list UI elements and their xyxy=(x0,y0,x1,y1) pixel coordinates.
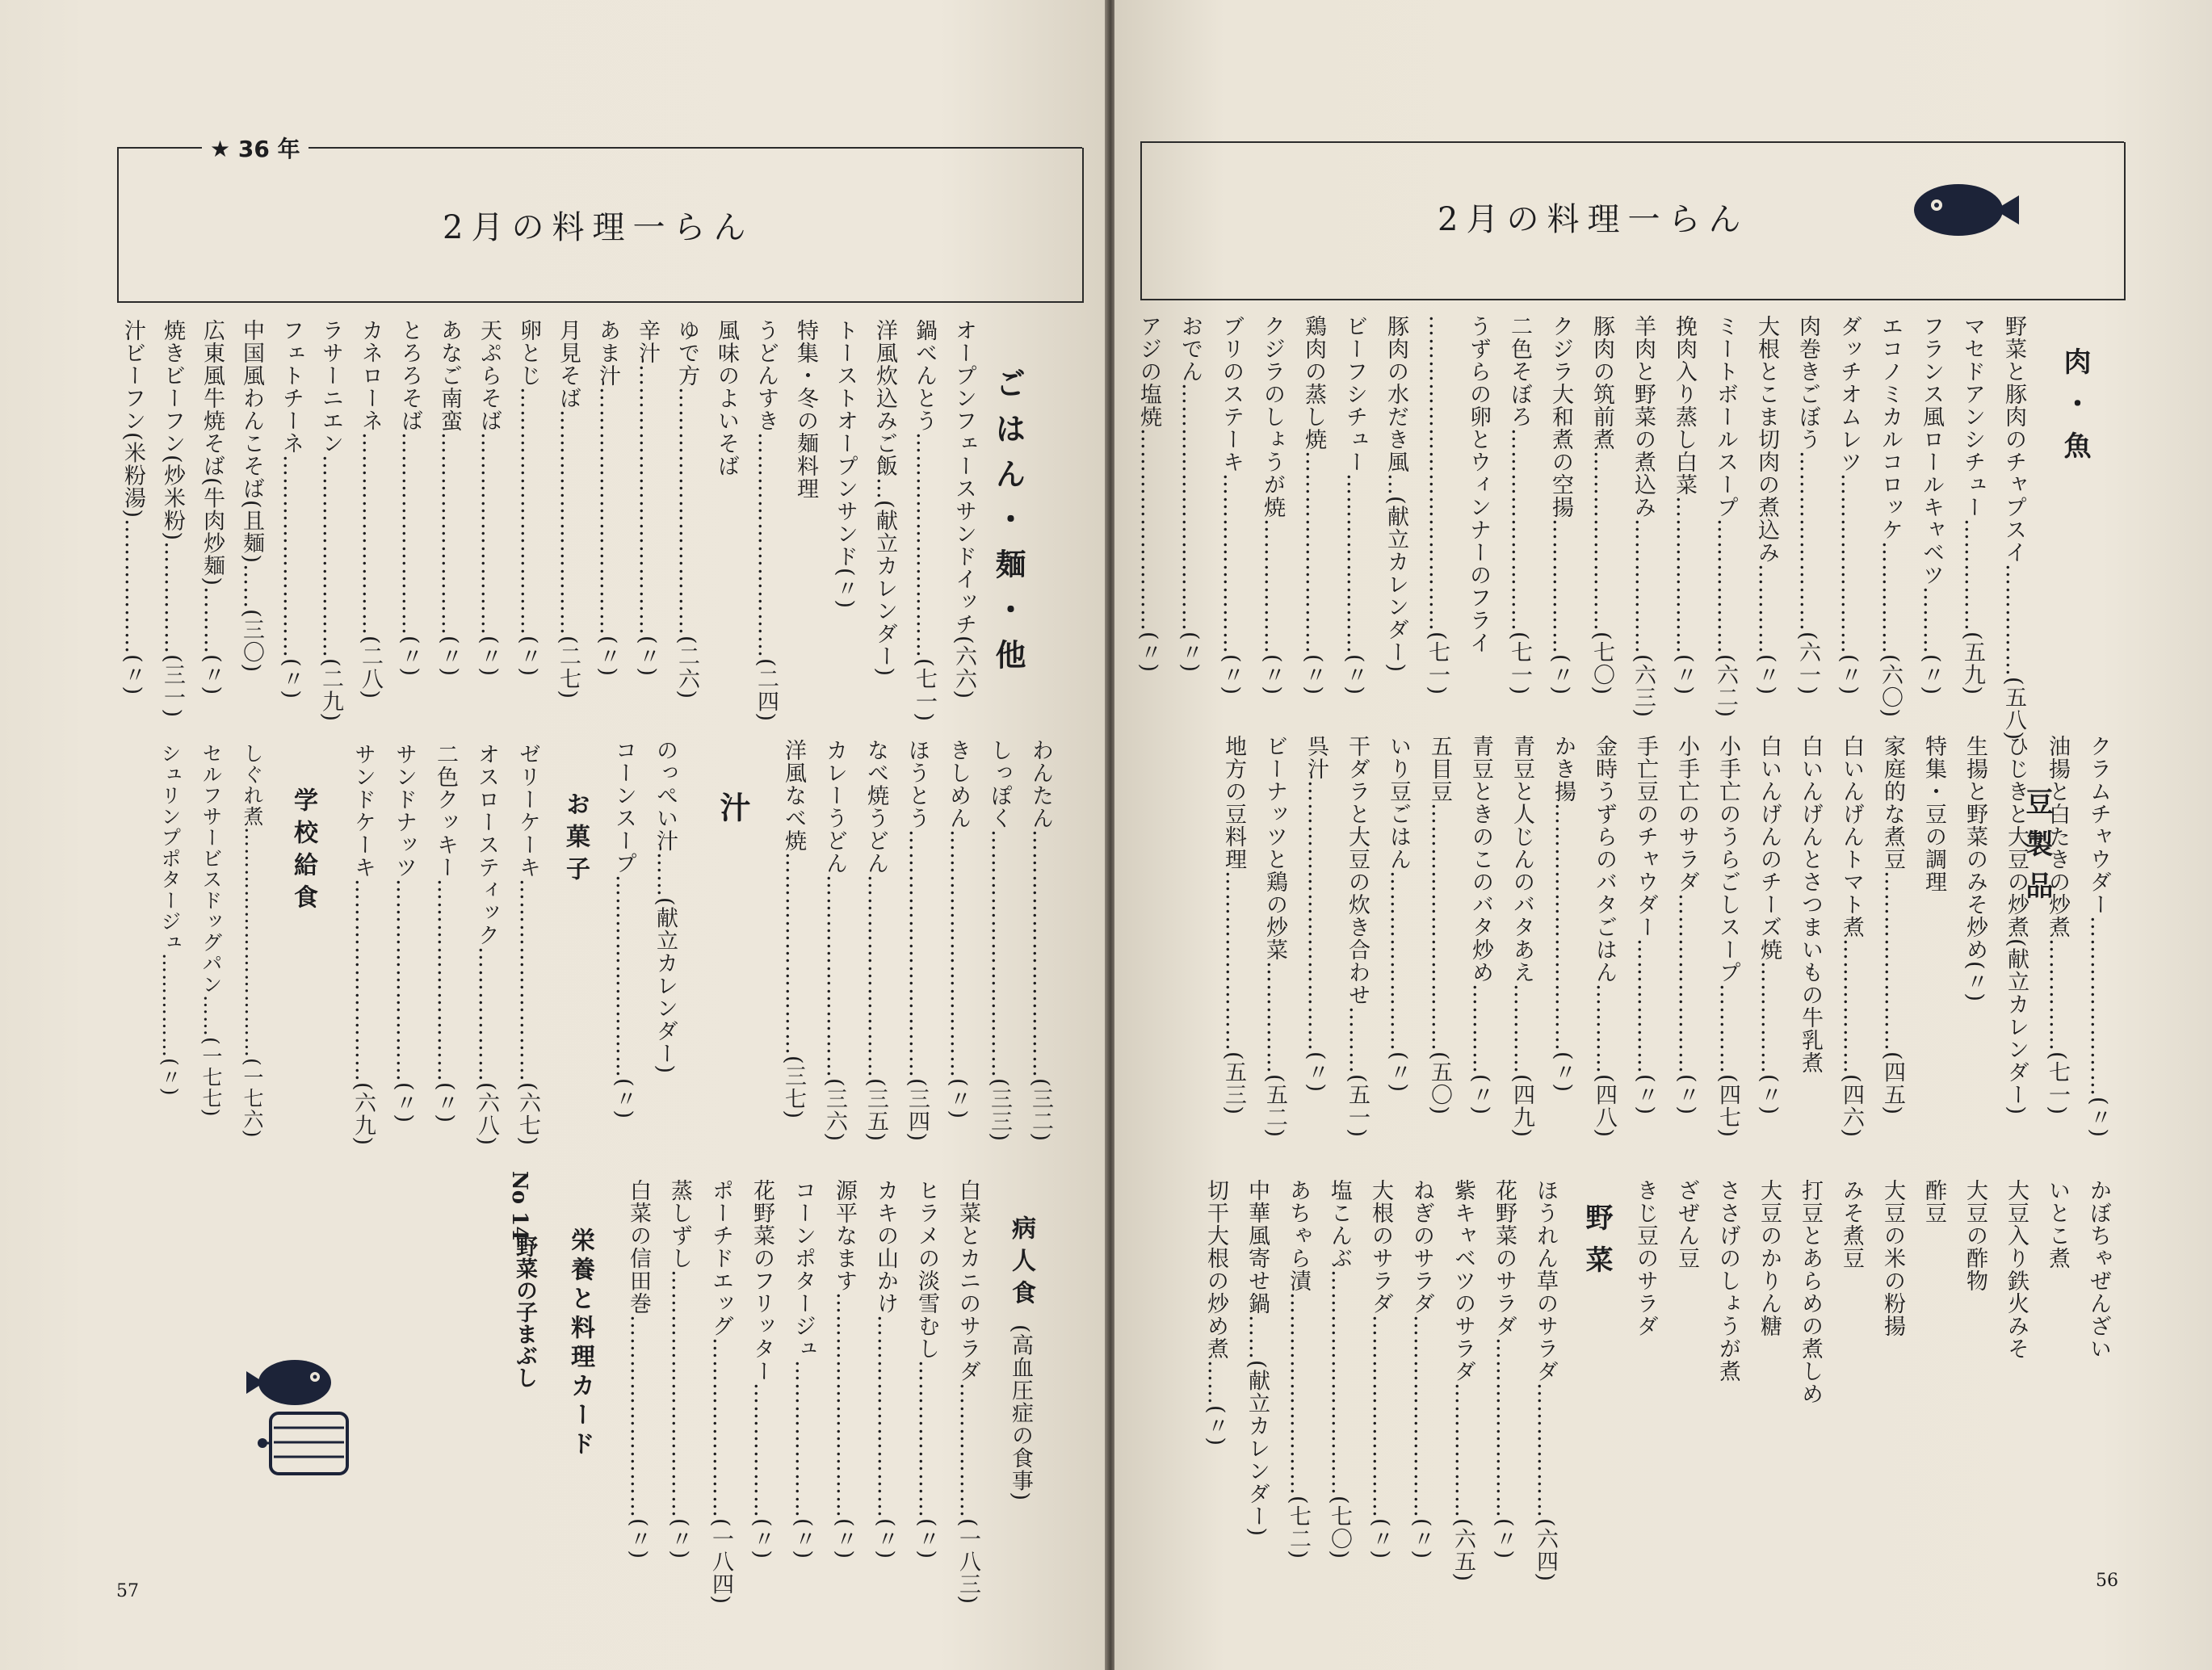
menu-item: ゆで方……………………………(二六) xyxy=(674,319,699,700)
menu-item: なべ焼うどん………………………(三五) xyxy=(863,739,888,1143)
menu-item: 挽肉入り蒸し白菜…………………(〃) xyxy=(1672,315,1697,696)
menu-item: セルフサービスドッグパン……(一七七) xyxy=(199,743,223,1118)
menu-item: 塩こんぶ…………………………(七〇) xyxy=(1327,1179,1352,1560)
section-heading-meat: 肉・魚 xyxy=(2059,347,2091,473)
menu-item: 油揚と白たきの炒煮……………(七一) xyxy=(2045,735,2070,1116)
menu-item: 特集・冬の麺料理 xyxy=(793,319,818,500)
section-heading-soup: 汁 xyxy=(715,791,751,837)
menu-item: 五目豆……………………………(五〇) xyxy=(1427,735,1452,1116)
section-heading-sweets: お菓子 xyxy=(561,791,590,888)
menu-item: 豚肉の水だき風…(献立カレンダー) xyxy=(1383,315,1408,673)
menu-item: 大根とこま切肉の煮込み…………(〃) xyxy=(1754,315,1779,696)
menu-item: ほうとう……………………………(三四) xyxy=(905,739,930,1143)
menu-item: 洋風なべ焼………………………(三七) xyxy=(781,739,806,1120)
menu-item: ダッチオムレツ……………………(〃) xyxy=(1836,315,1862,696)
menu-item: 白菜とカニのサラダ………………(一八三) xyxy=(955,1179,980,1605)
menu-item: クジラ大和煮の空揚………………(〃) xyxy=(1548,315,1573,696)
section-heading-vegetables: 野菜 xyxy=(1580,1203,1613,1287)
menu-item: 金時うずらのバタごはん…………(四八) xyxy=(1592,735,1617,1139)
menu-item: オスロースティック………………(六八) xyxy=(474,743,499,1147)
menu-item: 小手亡のサラダ……………………(〃) xyxy=(1674,735,1699,1116)
menu-item: いり豆ごはん……………………(〃) xyxy=(1386,735,1411,1093)
menu-item: 羊肉と野菜の煮込み………………(六三) xyxy=(1631,315,1656,719)
card-number: No 14 xyxy=(507,1171,531,1241)
menu-item: おでん……………………………(〃) xyxy=(1177,315,1203,673)
menu-item: ……………………………………(七一) xyxy=(1425,315,1450,696)
menu-item: いとこ煮 xyxy=(2045,1179,2070,1269)
menu-item: 白いんげんのチーズ焼……………(〃) xyxy=(1757,735,1782,1116)
menu-item: 青豆ときのこのバタ炒め…………(〃) xyxy=(1468,735,1493,1116)
menu-item: 広東風牛焼そば(牛肉炒麺)………(〃) xyxy=(199,319,225,696)
menu-item: ミートボールスープ………………(六二) xyxy=(1713,315,1738,719)
card-text: 野菜の子まぶし xyxy=(512,1236,537,1388)
menu-item: カレーうどん………………………(三六) xyxy=(822,739,847,1143)
menu-item: 干ダラと大豆の炊き合わせ………(五一) xyxy=(1345,735,1370,1139)
menu-item: シュリンプポタージュ……………(〃) xyxy=(158,743,182,1097)
menu-item: 白いんげんとさつまいもの牛乳煮 xyxy=(1798,735,1823,1074)
menu-item: きじ豆のサラダ xyxy=(1633,1179,1658,1337)
menu-item: 月見そば…………………………(二七) xyxy=(556,319,581,700)
menu-item: 鍋べんとう…………………………(七一) xyxy=(912,319,937,723)
menu-item: うずらの卵とウィンナーのフライ xyxy=(1466,315,1491,654)
year-mark: ★ 36 年 xyxy=(202,132,309,164)
menu-item: クラムチャウダー……………………(〃) xyxy=(2086,735,2111,1139)
menu-item: わんたん……………………………(三二) xyxy=(1028,739,1053,1143)
menu-item: 卵とじ……………………………(〃) xyxy=(516,319,541,678)
menu-item: サンドナッツ………………………(〃) xyxy=(392,743,417,1124)
menu-item: ラサーニエン………………………(二九) xyxy=(318,319,343,723)
menu-item: 風味のよいそば xyxy=(714,319,739,477)
menu-item: 打豆とあらめの煮しめ xyxy=(1798,1179,1823,1405)
menu-item: ゼリーケーキ………………………(六七) xyxy=(515,743,540,1147)
menu-item: 中華風寄せ鍋……(献立カレンダー) xyxy=(1245,1179,1270,1538)
menu-item: マセドアンシチュー……………(五九) xyxy=(1960,315,1985,696)
menu-item: コーンスープ………………………(〃) xyxy=(611,739,636,1120)
menu-item: 中国風わんこそば(且麺)……(三〇) xyxy=(239,319,264,673)
menu-item: かき揚……………………………(〃) xyxy=(1551,735,1576,1093)
sick-subheading: (高血圧症の食事) xyxy=(1008,1324,1033,1502)
menu-item: 洋風炊込みご飯…(献立カレンダー) xyxy=(872,319,897,678)
menu-item: 大豆の酢物 xyxy=(1962,1179,1987,1292)
menu-item: のっぺい汁……(献立カレンダー) xyxy=(653,739,678,1075)
menu-item: サンドケーキ………………………(六九) xyxy=(350,743,376,1147)
menu-item: 切干大根の炒め煮……(〃) xyxy=(1203,1179,1228,1447)
menu-item: 花野菜のフリッター………………(〃) xyxy=(749,1179,774,1560)
menu-item: エコノミカルコロッケ……………(六〇) xyxy=(1878,315,1903,719)
menu-item: 汁ビーフン(米粉湯)………………(〃) xyxy=(120,319,145,696)
menu-item: ねぎのサラダ………………………(〃) xyxy=(1409,1179,1434,1560)
menu-item: 焼きビーフン(炒米粉)……………(三一) xyxy=(160,319,185,719)
menu-item: うどんすき…………………………(二四) xyxy=(753,319,779,723)
page-number-left: 57 xyxy=(116,1581,139,1601)
menu-item: ポーチドエッグ……………………(一八四) xyxy=(708,1179,733,1605)
menu-item: 白いんげんトマト煮………………(四六) xyxy=(1839,735,1864,1139)
menu-item: ブリのステーキ……………………(〃) xyxy=(1219,315,1244,696)
fish-with-box-illustration xyxy=(238,1324,359,1510)
menu-item: ほうれん草のサラダ………………(六四) xyxy=(1533,1179,1558,1583)
menu-item: アジの塩焼………………………(〃) xyxy=(1136,315,1161,673)
page-title-right: 2月の料理一らん xyxy=(1438,201,1749,238)
menu-item: しっぽく……………………………(三三) xyxy=(987,739,1012,1143)
menu-item: カネローネ………………………(二八) xyxy=(358,319,383,700)
menu-item: 豚肉の筑前煮……………………(七〇) xyxy=(1589,315,1614,696)
menu-item: 天ぷらそば………………………(〃) xyxy=(476,319,502,678)
fish-icon xyxy=(1906,178,2027,242)
menu-item: 地方の豆料理……………………(五三) xyxy=(1221,735,1246,1116)
section-heading-rice: ごはん・麺・他 xyxy=(990,367,1026,684)
menu-item: 大豆のかりん糖 xyxy=(1757,1179,1782,1337)
menu-item: 肉巻きごぼう……………………(六一) xyxy=(1795,315,1820,696)
menu-item: 野菜と豚肉のチャプスイ……………(五八) xyxy=(2001,315,2026,741)
menu-item: あなご南蛮………………………(〃) xyxy=(437,319,462,678)
menu-item: 源平なます…………………………(〃) xyxy=(832,1179,857,1560)
menu-item: カキの山かけ………………………(〃) xyxy=(873,1179,898,1560)
menu-item: 辛汁………………………………(〃) xyxy=(635,319,660,678)
menu-item: 青豆と人じんのバタあえ…………(四九) xyxy=(1509,735,1534,1139)
menu-item: 小手亡のうらごしスープ…………(四七) xyxy=(1715,735,1740,1139)
menu-item: 白菜の信田巻………………………(〃) xyxy=(626,1179,651,1560)
section-heading-sick: 病人食 xyxy=(1007,1215,1035,1312)
menu-item: 大豆の米の粉揚 xyxy=(1880,1179,1905,1337)
menu-item: 呉汁………………………………(〃) xyxy=(1303,735,1328,1093)
menu-item: しぐれ煮……………………………(一七六) xyxy=(241,743,264,1139)
menu-item: ささげのしょうが煮 xyxy=(1715,1179,1740,1383)
menu-item: コーンポタージュ…………………(〃) xyxy=(791,1179,816,1560)
menu-item: トーストオープンサンド(〃) xyxy=(833,319,858,610)
menu-item: 生揚と野菜のみそ炒め(〃) xyxy=(1962,735,1987,1003)
menu-item: 鶏肉の蒸し焼………………………(〃) xyxy=(1301,315,1326,696)
menu-item: ヒラメの淡雪むし…………………(〃) xyxy=(914,1179,939,1560)
menu-item: ビーフシチュー……………………(〃) xyxy=(1342,315,1367,696)
menu-item: クジラのしょうが焼………………(〃) xyxy=(1260,315,1285,696)
section-heading-beans: 豆製品 xyxy=(2021,787,2053,913)
menu-item: ひじきと大豆の炒煮(献立カレンダー) xyxy=(2004,735,2029,1116)
menu-item: オープンフェースサンドイッチ(六六) xyxy=(951,319,976,700)
menu-item: 紫キャベツのサラダ………………(六五) xyxy=(1450,1179,1475,1583)
menu-item: 二色そぼろ………………………(七一) xyxy=(1507,315,1532,696)
menu-item: 二色クッキー………………………(〃) xyxy=(433,743,458,1124)
menu-item: 大豆入り鉄火みそ xyxy=(2004,1179,2029,1360)
menu-item: 大根のサラダ………………………(〃) xyxy=(1368,1179,1393,1560)
menu-item: ビーナッツと鶏の炒菜……………(五二) xyxy=(1262,735,1287,1139)
menu-item: あま汁……………………………(〃) xyxy=(595,319,620,678)
menu-item: 花野菜のサラダ……………………(〃) xyxy=(1492,1179,1517,1560)
menu-item: 特集・豆の調理 xyxy=(1921,735,1946,893)
right-page xyxy=(1114,0,2212,1670)
menu-item: 手亡豆のチャウダー………………(〃) xyxy=(1633,735,1658,1116)
page-title: 2月の料理一らん xyxy=(443,209,754,246)
menu-item: 家庭的な煮豆……………………(四五) xyxy=(1880,735,1905,1116)
menu-item: とろろそば………………………(〃) xyxy=(397,319,422,678)
menu-item: 蒸しずし……………………………(〃) xyxy=(667,1179,692,1560)
page-number-right: 56 xyxy=(2096,1571,2118,1591)
menu-item: きしめん……………………………(〃) xyxy=(946,739,971,1120)
menu-item: かぼちゃぜんざい xyxy=(2086,1179,2111,1360)
menu-item: フランス風ロールキャベツ………(〃) xyxy=(1919,315,1944,696)
menu-item: 酢豆 xyxy=(1921,1179,1946,1224)
section-heading-school: 学校給食 xyxy=(289,787,317,917)
menu-item: ざぜん豆 xyxy=(1674,1179,1699,1269)
menu-item: あちゃら漬………………………(七二) xyxy=(1286,1179,1311,1560)
menu-item: みそ煮豆 xyxy=(1839,1179,1864,1269)
card-heading: 栄養と料理カード xyxy=(566,1227,594,1460)
menu-item: フェトチーネ………………………(〃) xyxy=(279,319,304,700)
